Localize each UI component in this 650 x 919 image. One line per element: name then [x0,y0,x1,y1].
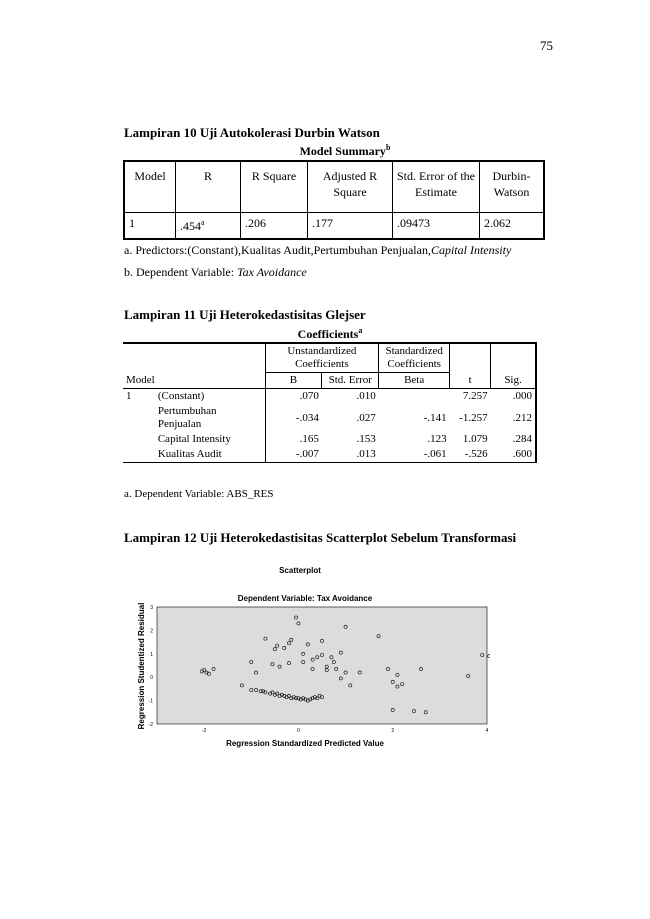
row-b: .165 [265,432,322,447]
cell-r-square: .206 [241,213,308,240]
chart-subtitle: Dependent Variable: Tax Avoidance [237,594,373,603]
chart-title: Scatterplot [279,566,321,575]
col-b: B [265,373,322,389]
cell-std-error: .09473 [393,213,480,240]
y-tick-label: 0 [150,675,153,682]
row-b: -.007 [265,447,322,463]
row-t: -1.257 [459,411,488,424]
row-name: Pertumbuhan Penjualan [157,405,217,430]
row-sig: .000 [491,389,536,405]
note-predictors: a. Predictors:(Constant),Kualitas Audit,Pertumbuhan Penjualan,Capital Intensity [124,243,512,257]
col-std-error: Std. Error [322,373,379,389]
row-beta [379,389,450,405]
x-tick-label: 2 [391,728,395,734]
col-model: Model [124,161,176,213]
row-b: .070 [265,389,322,405]
note-dependent: b. Dependent Variable: Tax Avoidance [124,265,307,279]
col-r-square: R Square [241,161,308,213]
y-tick-label: 3 [150,605,153,611]
plot-area [157,607,487,724]
cell-r: .454$^a$ [176,213,241,240]
coefficients-note: a. Dependent Variable: ABS_RES [124,488,274,500]
row-sig: .284 [491,432,536,447]
col-t: t [450,343,491,389]
cell-dw: 2.062 [480,213,545,240]
group-standardized: Standardized Coefficients [379,343,450,373]
section11-heading: Lampiran 11 Uji Heterokedastisitas Glejser [124,307,366,322]
col-sig: Sig. [491,343,536,389]
x-tick-label: -2 [201,728,207,734]
page-number: 75 [540,38,553,53]
row-t: 1.079 [462,433,488,445]
y-axis-label: Regression Studentized Residual [137,602,146,730]
row-se: .013 [356,448,376,460]
scatterplot-chart [130,560,490,750]
row-name: Capital Intensity [157,433,231,445]
model-number: 1 [126,390,132,402]
col-adjusted-r-square: Adjusted R Square [308,161,393,213]
group-unstandardized: Unstandardized Coefficients [265,343,379,373]
col-r: R [176,161,241,213]
x-tick-label: 0 [297,728,300,734]
y-tick-label: 2 [150,628,153,635]
row-beta: -.061 [423,448,447,460]
row-beta: .123 [427,433,447,445]
col-std-error: Std. Error of the Estimate [393,161,480,213]
row-b: -.034 [265,404,322,432]
section10-heading: Lampiran 10 Uji Autokolerasi Durbin Watson [124,125,380,140]
col-model: Model [123,343,265,389]
row-name: (Constant) [157,390,205,402]
cell-adj-r-square: .177 [308,213,393,240]
row-sig: .600 [491,447,536,463]
section12-heading: Lampiran 12 Uji Heterokedastisitas Scatterplot Sebelum Transformasi [124,530,517,545]
model-summary-table [123,160,545,240]
model-summary-title: Model Summary$^b$ [299,143,391,158]
row-sig: .212 [491,404,536,432]
scatter-point [488,655,490,658]
col-beta: Beta [379,373,450,389]
y-tick-label: -1 [148,698,153,705]
row-t: -.526 [464,448,488,460]
y-tick-label: -2 [148,722,153,728]
x-axis-label: Regression Standardized Predicted Value [226,739,384,748]
coefficients-table [123,342,537,463]
row-se: .027 [356,411,376,424]
row-beta: -.141 [423,411,447,424]
coefficients-title: Coefficients$^a$ [297,326,363,341]
col-durbin-watson: Durbin-Watson [480,161,545,213]
row-se: .153 [356,433,376,445]
x-tick-label: 4 [485,728,489,734]
row-se: .010 [356,390,376,402]
y-tick-label: 1 [150,651,153,658]
row-t: 7.257 [462,390,488,402]
cell-model: 1 [124,213,176,240]
row-name: Kualitas Audit [157,448,222,460]
